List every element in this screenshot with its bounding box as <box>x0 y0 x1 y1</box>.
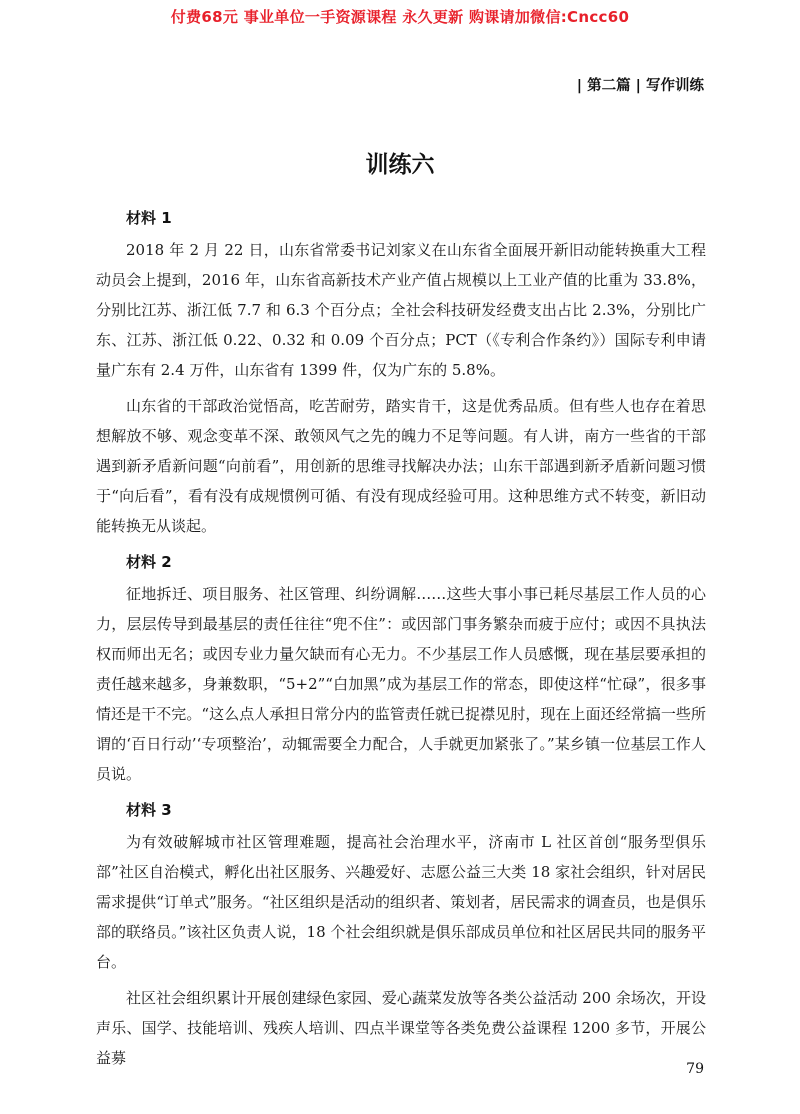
section-material-3 <box>96 795 706 1073</box>
body-content <box>96 203 706 1079</box>
paragraph: 社区社会组织累计开展创建绿色家园、爱心蔬菜发放等各类公益活动 200 余场次，开设声乐、国学、技能培训、残疾人培训、四点半课堂等各类免费公益课程 1200 多节，开展公益募 <box>96 989 706 1067</box>
section-material-1 <box>96 203 706 541</box>
running-header: | 第二篇 | 写作训练 <box>576 78 704 94</box>
section-heading: 材料 1 <box>126 209 172 227</box>
watermark-banner: 付费68元 事业单位一手资源课程 永久更新 购课请加微信:Cncc60 <box>170 8 630 26</box>
page-title: 训练六 <box>365 152 435 178</box>
paragraph: 2018 年 2 月 22 日，山东省常委书记刘家义在山东省全面展开新旧动能转换重大工程动员会上提到，2016 年，山东省高新技术产业产值占规模以上工业产值的比重为 33.8%，分别比江苏、浙江低 7.7 和 6.3 个百分点；全社会科技研发经费支出占比 2.3%，分别比广东、江苏、浙江低 0.22、0.32 和 0.09 个百分点；PCT（《专利合作条约》）国际专利申请量广东有 2.4 万件，山东省有 1399 件，仅为广东的 5.8%。 <box>96 241 706 379</box>
paragraph: 征地拆迁、项目服务、社区管理、纠纷调解……这些大事小事已耗尽基层工作人员的心力，层层传导到最基层的责任往往“兜不住”：或因部门事务繁杂而疲于应付；或因不具执法权而师出无名；或因专业力量欠缺而有心无力。不少基层工作人员感慨，现在基层要承担的责任越来越多，身兼数职，“5+2”“白加黑”成为基层工作的常态，即使这样“忙碌”，很多事情还是干不完。“这么点人承担日常分内的监管责任就已捉襟见肘，现在上面还经常搞一些所谓的‘百日行动’‘专项整治’，动辄需要全力配合，人手就更加紧张了。”某乡镇一位基层工作人员说。 <box>96 585 706 783</box>
page-number: 79 <box>686 1061 704 1077</box>
paragraph: 山东省的干部政治觉悟高，吃苦耐劳，踏实肯干，这是优秀品质。但有些人也存在着思想解放不够、观念变革不深、敢领风气之先的魄力不足等问题。有人讲，南方一些省的干部遇到新矛盾新问题“向前看”，用创新的思维寻找解决办法；山东干部遇到新矛盾新问题习惯于“向后看”，看有没有成规惯例可循、有没有现成经验可用。这种思维方式不转变，新旧动能转换无从谈起。 <box>96 397 706 535</box>
paragraph: 为有效破解城市社区管理难题，提高社会治理水平，济南市 L 社区首创“服务型俱乐部”社区自治模式，孵化出社区服务、兴趣爱好、志愿公益三大类 18 家社会组织，针对居民需求提供“订单式”服务。“社区组织是活动的组织者、策划者，居民需求的调查员，也是俱乐部的联络员。”该社区负责人说，18 个社会组织就是俱乐部成员单位和社区居民共同的服务平台。 <box>96 833 706 971</box>
section-heading: 材料 2 <box>126 553 172 571</box>
section-heading: 材料 3 <box>126 801 172 819</box>
section-material-2 <box>96 547 706 789</box>
